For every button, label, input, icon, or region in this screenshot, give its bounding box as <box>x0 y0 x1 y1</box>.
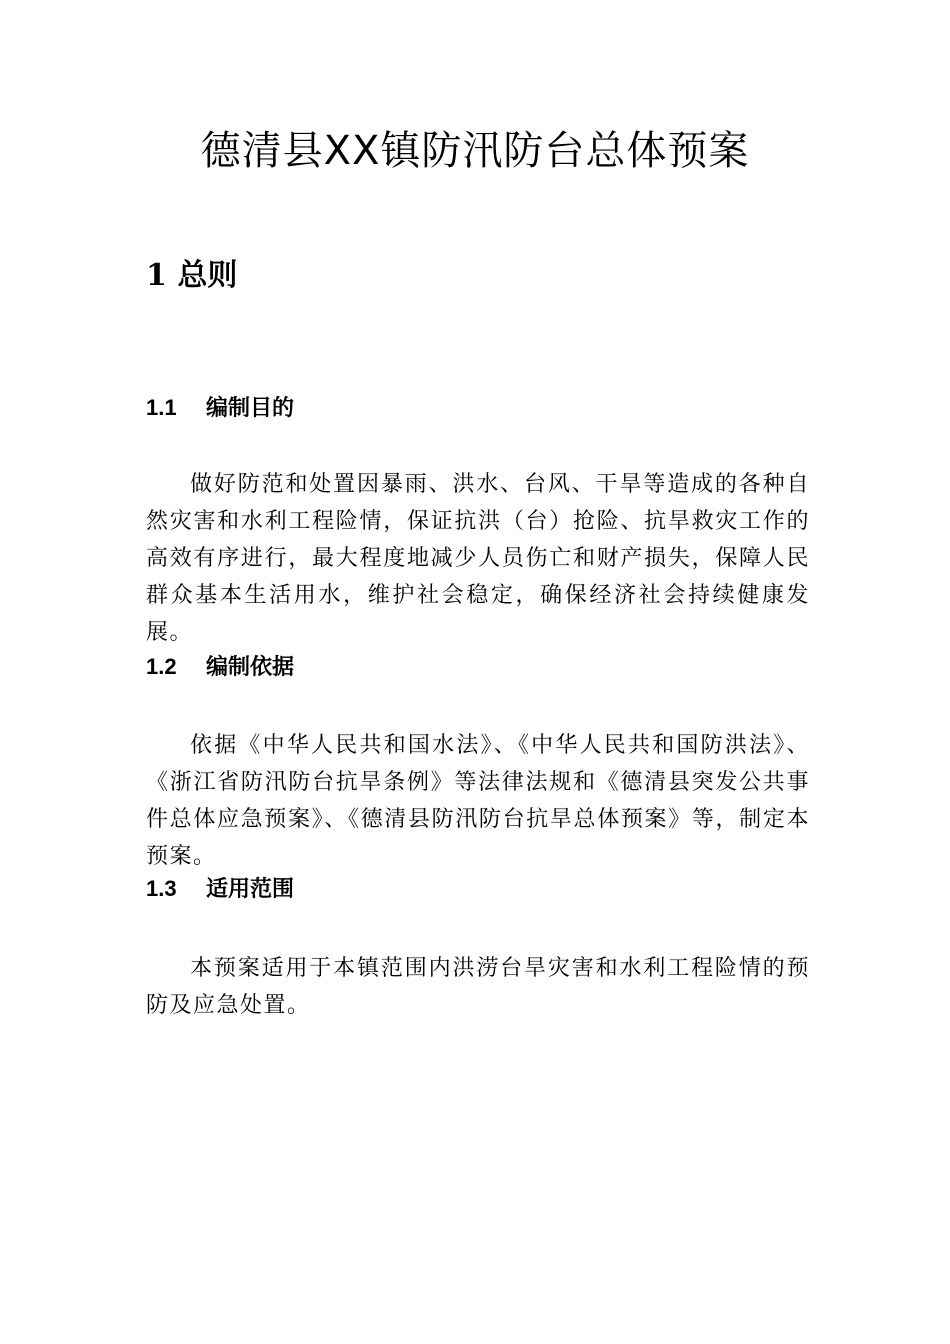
chapter-heading: 1 总则 <box>146 258 238 293</box>
section-paragraph-1-3: 本预案适用于本镇范围内洪涝台旱灾害和水利工程险情的预防及应急处置。 <box>146 956 810 1018</box>
section-number: 1.3 <box>146 876 177 901</box>
section-paragraph-1-2: 依据《中华人民共和国水法》、《中华人民共和国防洪法》、《浙江省防汛防台抗旱条例》等法律法规和《德清县突发公共事件总体应急预案》、《德清县防汛防台抗旱总体预案》等，制定本预案。 <box>146 733 810 869</box>
section-heading-1-1 <box>146 393 294 424</box>
section-heading-1-3 <box>146 874 294 905</box>
section-heading-1-2 <box>146 652 294 683</box>
section-title: 适用范围 <box>206 877 295 902</box>
section-number: 1.1 <box>146 395 177 420</box>
section-title: 编制目的 <box>206 396 295 421</box>
section-paragraph-1-1: 做好防范和处置因暴雨、洪水、台风、干旱等造成的各种自然灾害和水利工程险情，保证抗洪（台）抢险、抗旱救灾工作的高效有序进行，最大程度地减少人员伤亡和财产损失，保障人民群众基本生活用水，维护社会稳定，确保经济社会持续健康发展。 <box>146 472 810 645</box>
section-number: 1.2 <box>146 654 177 679</box>
document-title: 德清县XX镇防汛防台总体预案 <box>200 128 750 174</box>
section-title: 编制依据 <box>206 655 295 680</box>
